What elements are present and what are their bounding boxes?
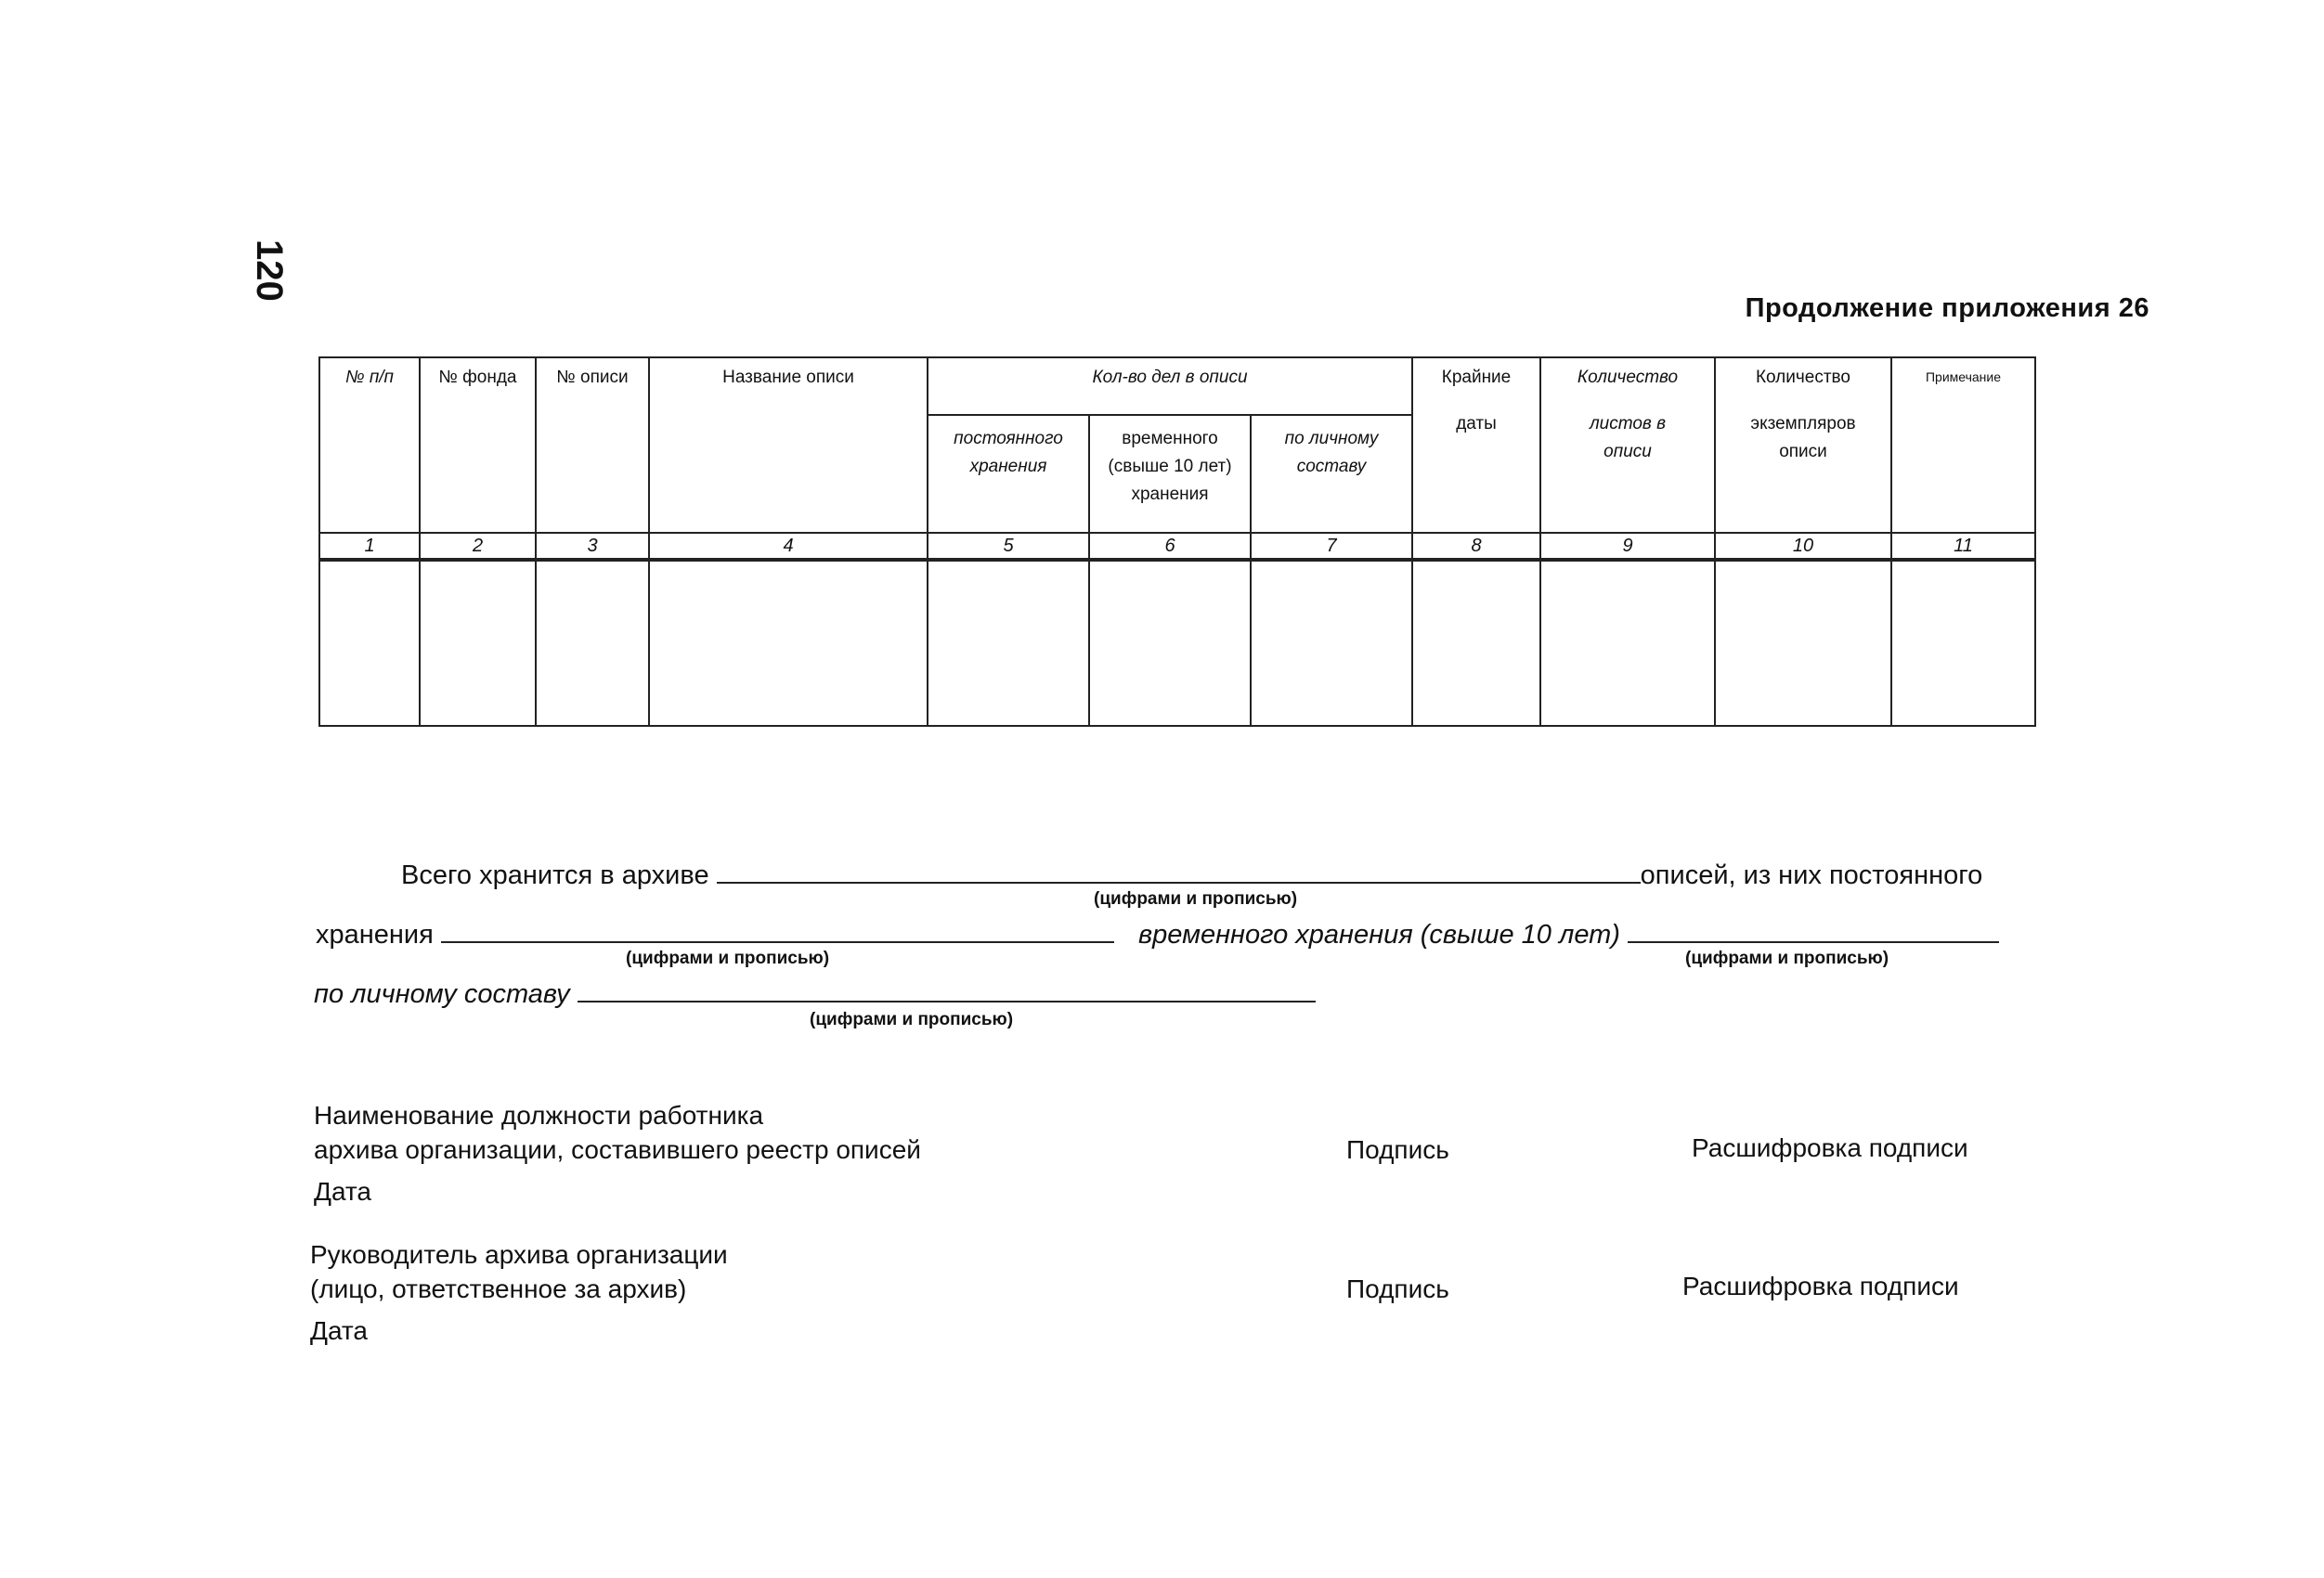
permanent-field[interactable] — [441, 913, 1114, 943]
table-cell — [319, 560, 420, 726]
table-row — [319, 560, 2035, 726]
header-inventory-title: Название описи — [649, 357, 928, 533]
register-table — [318, 356, 2036, 727]
personnel-hint: (цифрами и прописью) — [810, 1010, 1014, 1029]
head-date-label: Дата — [310, 1316, 369, 1345]
column-number: 9 — [1540, 533, 1715, 560]
table-cell — [1251, 560, 1412, 726]
summary-total-suffix: описей, из них постоянного — [1640, 860, 1983, 890]
compiler-position-line2: архива организации, составившего реестр описей — [314, 1135, 921, 1164]
header-personnel: по личному составу — [1251, 415, 1412, 533]
summary-personnel-label: по личному составу — [314, 979, 570, 1009]
header-inventory-number: № описи — [536, 357, 649, 533]
table-cell — [1540, 560, 1715, 726]
signature-block-head — [310, 1237, 728, 1348]
table-cell — [420, 560, 536, 726]
column-number: 3 — [536, 533, 649, 560]
compiler-position-line1: Наименование должности работника — [314, 1101, 764, 1130]
compiler-date-label: Дата — [314, 1177, 372, 1206]
header-sheets-count: Количество листов в описи — [1540, 357, 1715, 533]
table-cell — [1089, 560, 1251, 726]
compiler-signature-decode-label: Расшифровка подписи — [1692, 1133, 1968, 1162]
header-fond-number: № фонда — [420, 357, 536, 533]
column-number: 1 — [319, 533, 420, 560]
column-number: 5 — [928, 533, 1089, 560]
table-cell — [1412, 560, 1540, 726]
personnel-field[interactable] — [578, 973, 1316, 1002]
total-hint: (цифрами и прописью) — [1094, 889, 1298, 909]
header-permanent-storage: постоянного хранения — [928, 415, 1089, 533]
permanent-hint: (цифрами и прописью) — [626, 949, 830, 968]
column-number: 8 — [1412, 533, 1540, 560]
column-number: 4 — [649, 533, 928, 560]
appendix-title: Продолжение приложения 26 — [1745, 293, 2149, 323]
table-cell — [536, 560, 649, 726]
head-position-line2: (лицо, ответственное за архив) — [310, 1274, 687, 1303]
header-date-range: Крайние даты — [1412, 357, 1540, 533]
summary-temporary-line — [1138, 913, 1999, 951]
temporary-hint: (цифрами и прописью) — [1685, 949, 1889, 968]
column-numbers-row — [319, 533, 2035, 560]
summary-storage-label: хранения — [316, 920, 434, 950]
table-cell — [928, 560, 1089, 726]
summary-total-line — [401, 854, 1982, 891]
column-number: 2 — [420, 533, 536, 560]
table-cell — [1891, 560, 2035, 726]
head-signature-label: Подпись — [1346, 1274, 1449, 1303]
column-number: 7 — [1251, 533, 1412, 560]
compiler-signature-label: Подпись — [1346, 1135, 1449, 1164]
table-cell — [1715, 560, 1891, 726]
head-position-line1: Руководитель архива организации — [310, 1240, 728, 1269]
column-number: 11 — [1891, 533, 2035, 560]
header-notes: Примечание — [1891, 357, 2035, 533]
header-cases-count-group: Кол-во дел в описи — [928, 357, 1412, 415]
total-field[interactable] — [717, 854, 1641, 884]
summary-total-label: Всего хранится в архиве — [401, 860, 709, 890]
column-number: 10 — [1715, 533, 1891, 560]
signature-block-compiler — [314, 1098, 921, 1209]
summary-temporary-label: временного хранения (свыше 10 лет) — [1138, 920, 1620, 950]
summary-storage-line — [316, 913, 1114, 951]
header-temporary-storage: временного (свыше 10 лет) хранения — [1089, 415, 1251, 533]
header-row-number: № п/п — [319, 357, 420, 533]
table-cell — [649, 560, 928, 726]
header-copies-count: Количество экземпляров описи — [1715, 357, 1891, 533]
summary-personnel-line — [314, 973, 1316, 1010]
head-signature-decode-label: Расшифровка подписи — [1682, 1272, 1959, 1300]
temporary-field[interactable] — [1628, 913, 1999, 943]
page-number: 120 — [249, 239, 290, 302]
column-number: 6 — [1089, 533, 1251, 560]
